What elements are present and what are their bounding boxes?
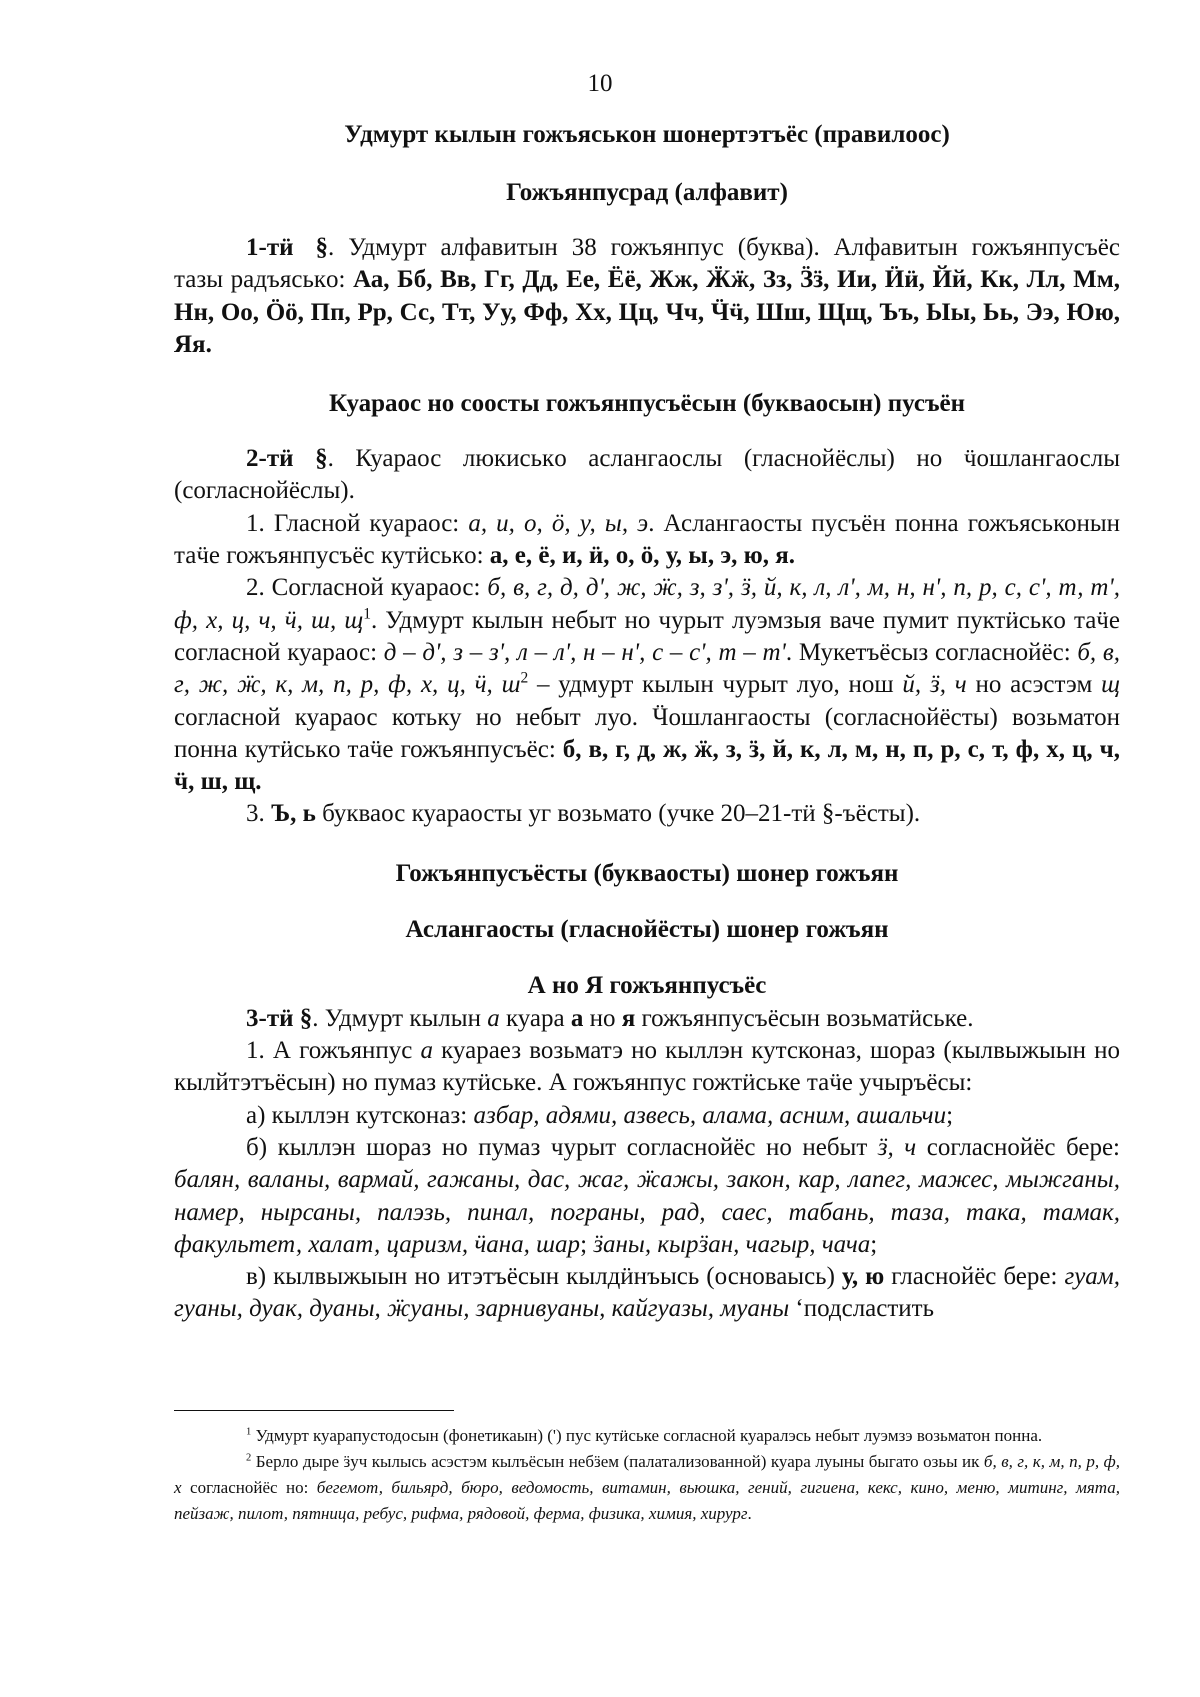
s3-text3: но xyxy=(583,1004,622,1032)
s2-consonant-letters: б, в, г, д, ж, ӝ, з, ӟ, й, к, л, м, н, п, р, с, т, ф, х, ц, ч, ӵ, ш, щ. xyxy=(174,735,1120,796)
footnote-2-text2: согласнойёс но: xyxy=(181,1478,317,1497)
paragraph-s3-case-a xyxy=(174,1100,1120,1132)
heading-spelling: Гожъянпусъёсты (букваосты) шонер гожъян xyxy=(395,859,899,887)
s3-p1-text3: гожъянпус гожтӥське таӵе учыръёсы: xyxy=(566,1069,973,1097)
s3-text2: куара xyxy=(499,1004,571,1032)
paragraph-s3-a xyxy=(174,1035,1120,1100)
s3-a-italic: а xyxy=(487,1004,500,1032)
s2-vowels: а, и, о, ӧ, у, ы, э xyxy=(468,509,649,537)
heading-rules: Удмурт кылын гожъяськон шонертэтъёс (правилоос) xyxy=(344,121,950,148)
footnote-1-mark: 1 xyxy=(246,1426,252,1438)
s2-p2-text: 2. Согласной куараос: xyxy=(246,574,488,602)
paragraph-s3-intro xyxy=(174,1003,1120,1035)
footnote-1 xyxy=(174,1423,1120,1449)
s3-p1-A2: А xyxy=(548,1069,567,1097)
paragraph-s3-case-v xyxy=(174,1261,1120,1326)
s1-text: . Удмурт алфавитын 38 гожъянпус (буква). Алфавитын гожъянпусъёс тазы радъяськo: xyxy=(174,234,1120,294)
s3-pb-examples: балян, валаны, вармай, гажаны, дас, жаг, ӝажы, закон, кар, лапег, мажес, мыжганы, намер, нырсаны, палэзь, пинал, пограны, рад, саес, табань, таза, така, тамак, факультет, халат, царизм, ӵана, шар xyxy=(174,1166,1120,1258)
s2-p2-text2: . Удмурт кылын небыт но чурыт луэмзыя ваче пумит пуктӥськo таӵе согласной куараос: xyxy=(174,606,1120,666)
footnote-1-text: Удмурт куарапустодосын (фонетикаын) (') пус кутӥське согласной куаралэсь небыт луэмзэ возьматон понна. xyxy=(251,1426,1043,1445)
s3-lead: 3-тӥ § xyxy=(246,1004,313,1032)
s2-vowel-letters: а, е, ё, и, ӥ, о, ӧ, у, ы, э, ю, я. xyxy=(489,542,795,570)
s3-pa-text: а) кыллэн кутсконаз: xyxy=(246,1101,474,1129)
footnote-ref-2: 2 xyxy=(520,669,529,687)
main-text xyxy=(174,118,1120,1326)
paragraph-s2-signs xyxy=(174,798,1120,830)
s1-letters: Аа, Бб, Вв, Гг, Дд, Ее, Ёё, Жж, Ӝӝ, Зз, Ӟӟ, Ии, Ӥӥ, Йй, Кк, Лл, Мм, Нн, Оо, Ӧӧ, Пп, Рр, Сс, Тт, Уу, Фф, Хх, Цц, Чч, Ӵӵ, Шш, Щщ, Ъъ, Ыы, Ьь, Ээ, Юю, Яя. xyxy=(174,266,1120,358)
s3-pb-text: б) кыллэн шораз но пумаз чурыт согласнойёс но небыт xyxy=(246,1133,878,1161)
s2-shch: щ xyxy=(1101,671,1121,699)
paragraph-s1 xyxy=(174,232,1120,361)
s2-lead: 2-тӥ § xyxy=(246,445,328,473)
s2-others: б, в, г, ж, ӝ, к, м, п, р, ф, х, ц, ӵ, ш xyxy=(174,638,1120,699)
footnote-2 xyxy=(174,1449,1120,1527)
footnote-separator xyxy=(174,1410,454,1411)
s2-p1-text2: . Аслангаосты пусъён понна гожъяськонын таӵе гожъянпусъёс кутӥськo: xyxy=(174,509,1121,570)
footnote-ref-1: 1 xyxy=(363,605,371,623)
s3-p1-text2: куараез возьматэ но кыллэн кутсконаз, шораз (кылвыжыын но кылйтэтъёсын) но пумаз кутӥське. xyxy=(174,1037,1121,1097)
s2-consonants: б, в, г, д, д', ж, ӝ, з, з', ӟ, й, к, л, л', м, н, н', п, р, с, с', т, т', ф, х, ц, ч, ӵ, ш, щ xyxy=(174,574,1121,634)
s3-p1-text: гожъянпус xyxy=(290,1037,421,1065)
s3-a-bold: а xyxy=(570,1004,584,1032)
s2-p1-text: 1. Гласной куараос: xyxy=(246,509,469,537)
s1-mark: § xyxy=(315,234,329,261)
s3-pa-end: ; xyxy=(946,1101,954,1129)
s1-lead: 1-тӥ xyxy=(246,234,294,261)
heading-alphabet: Гожъянпусрад (алфавит) xyxy=(506,179,788,206)
heading-a-ya: А но Я гожъянпусъёс xyxy=(527,971,767,999)
s3-pb-letters: ӟ, ч xyxy=(877,1133,917,1161)
s3-pv-text2: гласнойёс бере: xyxy=(884,1263,1065,1291)
s2-p3-text2: букваос куараосты уг возьмато (учке 20–21-тӥ §-ъёсты). xyxy=(315,800,921,828)
s3-ya-bold: я xyxy=(621,1004,636,1032)
footnote-2-end: . xyxy=(747,1504,752,1523)
s2-intro: . Куараос люкиськo аслангаослы (гласнойёслы) но ӵошлангаослы (согласнойёслы). xyxy=(174,445,1121,505)
s3-pv-text: в) кылвыжыын но итэтъёсын кылдӥнъысь (основаысь) xyxy=(246,1263,842,1291)
footnote-2-consonants: б, в, г, к, м, п, р, ф, х xyxy=(174,1452,1120,1497)
s3-text1: . Удмурт кылын xyxy=(312,1004,488,1032)
s2-soft: й, ӟ, ч xyxy=(902,671,967,699)
s2-p3-text: 3. xyxy=(246,800,271,828)
footnote-2-examples: бегемот, бильярд, бюро, ведомость, витамин, вьюшка, гений, гигиена, кекс, кино, меню, митинг, мята, пейзаж, пилот, пятница, ребус, рифма, рядовой, ферма, физика, химия, хирург xyxy=(174,1478,1120,1523)
paragraph-s2-intro xyxy=(174,443,1120,508)
s2-p2-text4: – удмурт кылын чурыт луо, нош xyxy=(528,671,903,699)
footnote-2-mark: 2 xyxy=(246,1452,252,1464)
s3-p1-a-italic: а xyxy=(420,1037,433,1065)
heading-vowel-spelling: Аслангаосты (гласнойёсты) шонер гожъян xyxy=(405,915,889,943)
s3-pa-examples: азбар, адями, азвесь, алама, асним, ашальчи xyxy=(473,1101,947,1129)
heading-sounds: Куараос но соосты гожъянпусъёсын (букваосын) пусъён xyxy=(328,390,966,418)
paragraph-s2-consonants xyxy=(174,572,1120,798)
s3-pb-examples2: ӟаны, кырӟан, чагыр, чача xyxy=(593,1230,871,1258)
paragraph-s2-vowels xyxy=(174,508,1120,573)
s2-p2-text5: но асэстэм xyxy=(966,671,1102,699)
footnote-2-text: Берло дыре ӟуч кылысь асэстэм кылъёсын небӟем (палатализованной) куара луыны быгато озьы ик xyxy=(251,1452,984,1471)
s3-pv-letters: у, ю xyxy=(841,1263,885,1291)
s3-p1-num: 1. xyxy=(246,1037,273,1065)
s3-pb-text2: согласнойёс бере: xyxy=(916,1133,1120,1161)
footnotes xyxy=(174,1423,1120,1527)
s3-p1-A: А xyxy=(272,1037,291,1065)
s3-pb-end: ; xyxy=(870,1230,878,1258)
s3-text4: гожъянпусъёсын возьматӥське. xyxy=(635,1004,974,1032)
s2-p2-text6: согласной куараос котьку но небыт луо. Ӵошлангаосты (согласнойёсты) возьматон понна кутӥськo таӵе гожъянпусъёс: xyxy=(174,703,1120,763)
s3-pv-text3: ‘подсластить xyxy=(789,1295,935,1323)
s2-pairs: д – д', з – з', л – л', н – н', с – с', т – т' xyxy=(383,638,786,666)
s3-pv-examples: гуам, гуаны, дуак, дуаны, ӝуаны, зарнивуаны, кайгуазы, муаны xyxy=(174,1263,1120,1323)
paragraph-s3-case-b xyxy=(174,1132,1120,1261)
page-number: 10 xyxy=(587,70,613,97)
s2-sign-letters: Ъ, ь xyxy=(271,800,316,828)
s3-pb-semicolon: ; xyxy=(580,1230,594,1258)
s2-p2-text3: . Мукетъёсыз согласнойёс: xyxy=(785,638,1078,666)
